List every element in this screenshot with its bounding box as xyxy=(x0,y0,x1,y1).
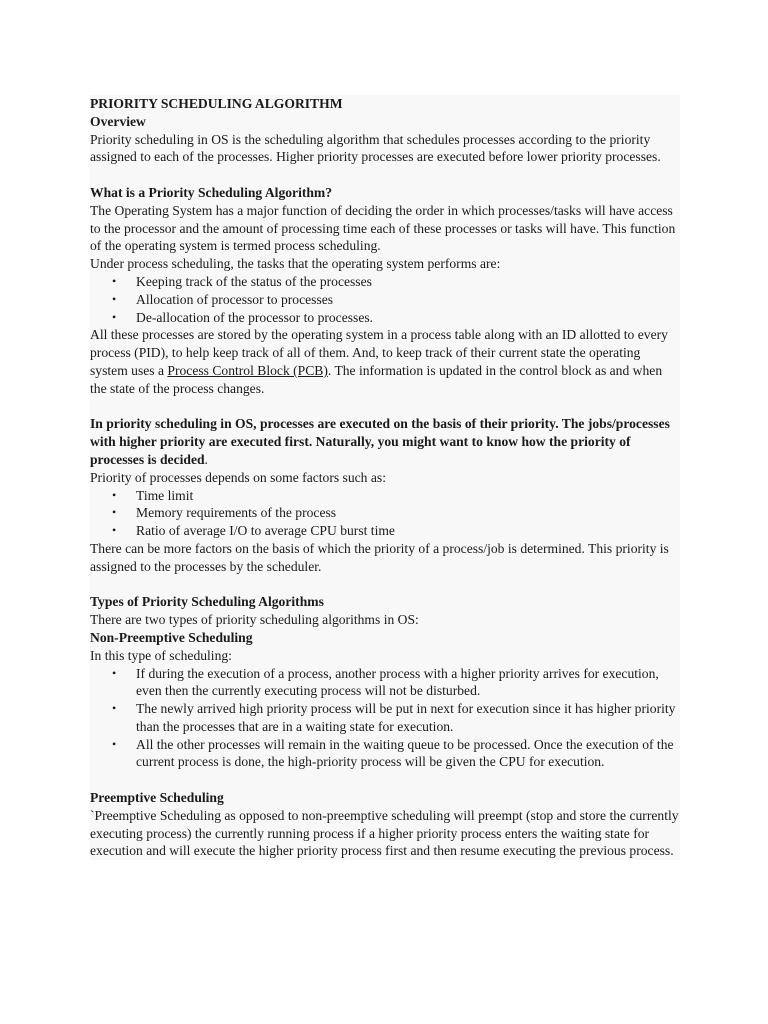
factors-list xyxy=(90,487,680,540)
list-item-text: Allocation of processor to processes xyxy=(136,291,334,307)
bullet-icon: • xyxy=(112,487,117,502)
list-item-text: Keeping track of the status of the processes xyxy=(136,273,372,289)
spacer xyxy=(90,576,680,594)
list-item-text: Ratio of average I/O to average CPU burst time xyxy=(136,523,395,539)
bullet-icon: • xyxy=(112,291,117,306)
bullet-icon: • xyxy=(112,505,117,520)
what-is-paragraph-1: The Operating System has a major function of deciding the order in which processes/tasks will have access to the processor and the amount of processing time each of these processes or tasks will have. This function of the operating system is termed process scheduling. xyxy=(90,202,676,254)
pcb-text-before: All these processes are stored by the operating system in a process table along with an ID allotted to every process (PID), to help keep track of all of them. And, to keep track of their current state the operating system uses a xyxy=(90,327,668,378)
what-is-paragraph-3 xyxy=(90,326,680,397)
list-item xyxy=(90,309,680,327)
list-item-text: All the other processes will remain in the waiting queue to be processed. Once the execution of the current process is done, the high-priority process will be given the CPU for execution. xyxy=(136,736,674,770)
basis-paragraph xyxy=(90,415,680,468)
bullet-icon: • xyxy=(112,736,117,751)
bullet-icon: • xyxy=(112,701,117,716)
list-item xyxy=(90,665,680,701)
list-item-text: If during the execution of a process, another process with a higher priority arrives for execution, even then the currently executing process will not be disturbed. xyxy=(136,665,659,699)
list-item-text: De-allocation of the processor to processes. xyxy=(136,309,374,325)
bullet-icon: • xyxy=(112,273,117,288)
list-item xyxy=(90,736,680,772)
spacer xyxy=(90,771,680,789)
non-preemptive-heading: Non-Preemptive Scheduling xyxy=(90,629,253,645)
basis-closing: There can be more factors on the basis of which the priority of a process/job is determined. This priority is assigned to the processes by the scheduler. xyxy=(90,540,669,574)
pcb-text-after: . The information is updated in the control block as and when the state of the process changes. xyxy=(90,362,663,396)
non-preemptive-intro: In this type of scheduling: xyxy=(90,647,232,663)
list-item xyxy=(90,291,680,309)
factors-intro: Priority of processes depends on some factors such as: xyxy=(90,469,386,485)
list-item xyxy=(90,273,680,291)
document-body xyxy=(90,95,680,860)
preemptive-heading: Preemptive Scheduling xyxy=(90,790,224,806)
os-tasks-list xyxy=(90,273,680,326)
types-intro: There are two types of priority scheduling algorithms in OS: xyxy=(90,612,419,628)
preemptive-text: `Preemptive Scheduling as opposed to non-preemptive scheduling will preempt (stop and store the currently executing process) the currently running process if a higher priority process enters the waiting state for execution and will execute the higher priority process first and then resume executing the previous process. xyxy=(90,807,679,859)
list-item xyxy=(90,700,680,736)
basis-bold-end: . xyxy=(204,451,208,467)
list-item-text: The newly arrived high priority process will be put in next for execution since it has higher priority than the processes that are in a waiting state for execution. xyxy=(136,701,676,734)
non-preemptive-list xyxy=(90,665,680,772)
bullet-icon: • xyxy=(112,665,117,680)
list-item-text: Time limit xyxy=(136,487,194,503)
list-item xyxy=(90,522,680,540)
list-item xyxy=(90,504,680,522)
spacer xyxy=(90,398,680,416)
bullet-icon: • xyxy=(112,523,117,538)
list-item xyxy=(90,487,680,505)
basis-bold-text: In priority scheduling in OS, processes are executed on the basis of their priority. The jobs/processes with higher priority are executed first. Naturally, you might want to know how the priority of processes is decided xyxy=(90,416,670,467)
what-is-paragraph-2: Under process scheduling, the tasks that the operating system performs are: xyxy=(90,256,501,272)
document-title: PRIORITY SCHEDULING ALGORITHM xyxy=(90,96,343,111)
overview-text: Priority scheduling in OS is the scheduling algorithm that schedules processes according to the priority assigned to each of the processes. Higher priority processes are executed before lower priority processes. xyxy=(90,131,661,165)
list-item-text: Memory requirements of the process xyxy=(136,505,337,521)
overview-heading: Overview xyxy=(90,113,146,129)
types-heading: Types of Priority Scheduling Algorithms xyxy=(90,594,324,610)
what-is-heading: What is a Priority Scheduling Algorithm? xyxy=(90,184,333,200)
pcb-link[interactable]: Process Control Block (PCB) xyxy=(167,362,328,378)
spacer xyxy=(90,166,680,184)
bullet-icon: • xyxy=(112,309,117,324)
